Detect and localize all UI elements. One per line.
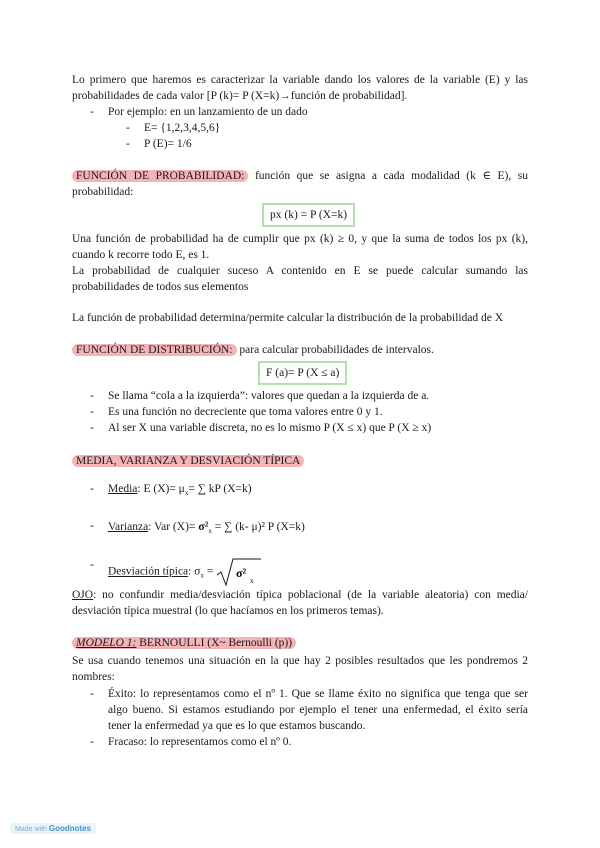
desviacion-root-content: σ² xyxy=(236,566,247,580)
fd-list-item: - Se llama “cola a la izquierda”: valores que quedan a la izquierda de a. xyxy=(72,388,528,404)
ojo-text: : no confundir media/desviación típica poblacional (de la variable aleatoria) con media/ desviación típica muestral (lo que hacíamos en los primeros temas). xyxy=(72,589,528,617)
model-list-item: - Fracaso: lo representamos como el nº 0. xyxy=(72,734,528,750)
fp-paragraph: La función de probabilidad determina/permite calcular la distribución de la probabilidad de X xyxy=(72,312,504,324)
fd-formula-box: F (a)= P (X ≤ a) xyxy=(258,361,347,385)
fp-body xyxy=(72,231,528,295)
footer-made-text: Made with xyxy=(15,826,49,833)
model-label: MODELO 1: xyxy=(76,637,137,649)
fd-heading-line xyxy=(72,342,528,358)
fd-list-item: - Al ser X una variable discreta, no es lo mismo P (X ≤ x) que P (X ≥ x) xyxy=(72,420,528,436)
fd-list-item: - Es una función no decreciente que toma valores entre 0 y 1. xyxy=(72,404,528,420)
media-formula: : E (X)= μ xyxy=(137,483,185,495)
fp-paragraph: Una función de probabilidad ha de cumplir que px (k) ≥ 0, y que la suma de todos los px (k), cuando k recorre todo E, es 1. xyxy=(72,233,528,261)
square-root-symbol xyxy=(216,557,262,587)
fp-heading: FUNCIÓN DE PROBABILIDAD: xyxy=(72,170,248,182)
mvd-heading: MEDIA, VARIANZA Y DESVIACIÓN TÍPICA xyxy=(72,455,304,467)
footer-brand: Goodnotes xyxy=(48,824,92,833)
ojo-label: OJO xyxy=(72,589,94,601)
varianza-label: Varianza xyxy=(108,521,149,533)
varianza-formula: : Var (X)= xyxy=(148,521,199,533)
intro-sub-item: - P (E)= 1/6 xyxy=(72,136,528,152)
varianza-formula-rest: = ∑ (k- μ)² P (X=k) xyxy=(211,521,305,533)
intro-example: - Por ejemplo: en un lanzamiento de un dado xyxy=(72,104,528,120)
fp-heading-line xyxy=(72,168,528,200)
model-heading: BERNOULLI (X~ Bernoulli (p)) xyxy=(136,637,293,649)
varianza-subscript: x xyxy=(208,527,212,535)
desviacion-line xyxy=(72,557,528,587)
desviacion-label: Desviación típica xyxy=(108,565,189,578)
intro-sub-item: - E= {1,2,3,4,5,6} xyxy=(72,120,528,136)
varianza-line xyxy=(72,518,528,539)
mvd-heading-line xyxy=(72,453,528,469)
fd-heading-text: para calcular probabilidades de intervalos. xyxy=(236,344,434,356)
media-line xyxy=(72,481,528,501)
model-paragraph: Se usa cuando tenemos una situación en la que hay 2 posibles resultados que les pondremos 2 nombres: xyxy=(72,655,528,683)
intro-section xyxy=(72,72,528,152)
fp-heading-text: función que se asigna a cada modalidad (k ∈ E), su probabilidad: xyxy=(72,170,529,198)
model-list-item: - Éxito: lo representamos como el nº 1. Que se llame éxito no significa que tenga que ser algo bueno. Si estamos estudiando por ejemplo el tener una enfermedad, el éxito sería tener la enfermedad ya que es lo que estamos buscando. xyxy=(72,686,528,734)
intro-paragraph: Lo primero que haremos es caracterizar la variable dando los valores de la variable (E) y las probabilidades de cada valor [P (k)= P (X=k)→función de probabilidad]. xyxy=(72,74,528,102)
radical-sign-icon xyxy=(216,557,262,587)
media-subscript: x xyxy=(184,489,189,497)
fd-heading: FUNCIÓN DE DISTRIBUCIÓN: xyxy=(72,344,237,356)
desviacion-root-subscript: x xyxy=(250,577,254,585)
desviacion-equals: = xyxy=(203,565,217,578)
varianza-sigma: σ² xyxy=(198,519,209,533)
fp-formula-box: px (k) = P (X=k) xyxy=(262,203,355,227)
fp-paragraph: La probabilidad de cualquier suceso A contenido en E se puede calcular sumando las probabilidades de todos sus elementos xyxy=(72,265,528,293)
goodnotes-badge xyxy=(10,823,96,834)
desviacion-formula: : σ xyxy=(188,565,201,578)
ojo-paragraph xyxy=(72,587,528,619)
model-body xyxy=(72,653,528,750)
media-formula-rest: = ∑ kP (X=k) xyxy=(188,483,252,495)
desviacion-subscript: x xyxy=(200,571,204,580)
fd-list xyxy=(72,388,528,436)
media-label: Media xyxy=(108,483,138,495)
model-heading-line xyxy=(72,635,528,651)
